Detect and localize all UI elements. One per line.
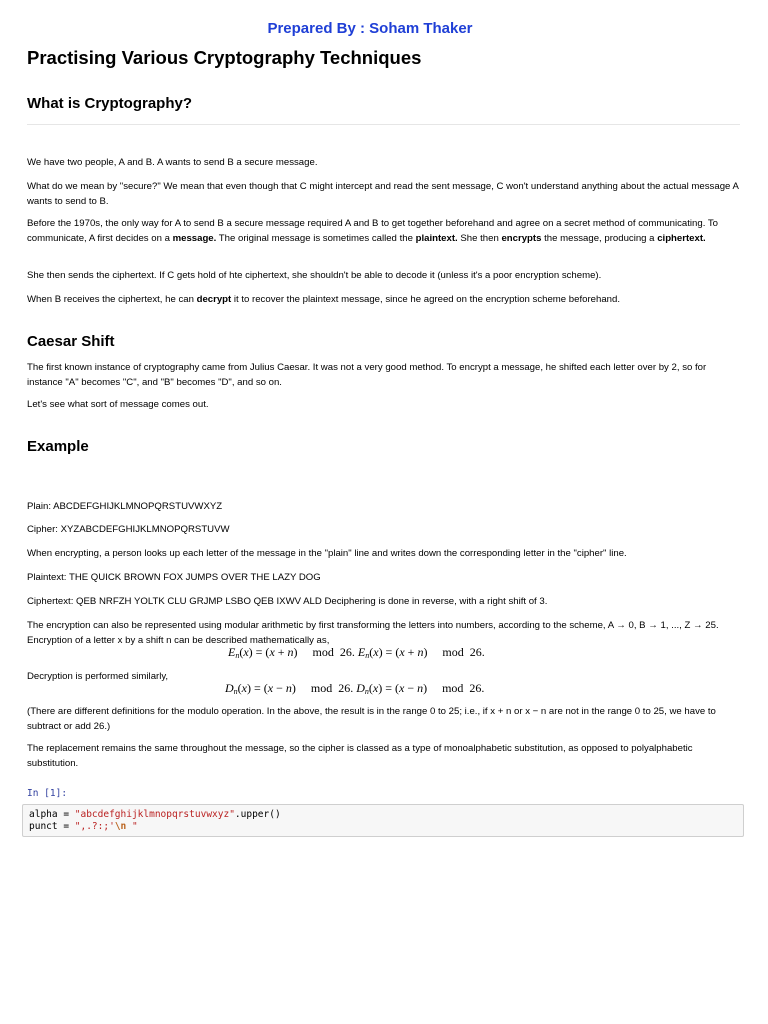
- plaintext-example: Plaintext: THE QUICK BROWN FOX JUMPS OVER THE LAZY DOG: [27, 572, 321, 583]
- paragraph: We have two people, A and B. A wants to send B a secure message.: [27, 157, 318, 168]
- heading-example: Example: [27, 438, 89, 455]
- page-title: Practising Various Cryptography Techniques: [27, 47, 422, 68]
- paragraph: The replacement remains the same throughout the message, so the cipher is classed as a type of monoalphabetic substitution, as opposed to polyalphabetic substitution.: [27, 743, 693, 769]
- paragraph: She then sends the ciphertext. If C gets hold of hte ciphertext, she shouldn't be able to decode it (unless it's a poor encryption scheme).: [27, 270, 602, 281]
- paragraph: When B receives the ciphertext, he can decrypt it to recover the plaintext message, since he agreed on the encryption scheme beforehand.: [27, 294, 621, 305]
- heading-what-is-cryptography: What is Cryptography?: [27, 95, 193, 112]
- plain-alphabet: Plain: ABCDEFGHIJKLMNOPQRSTUVWXYZ: [27, 501, 223, 512]
- encryption-formula: $E_n(x) = (x + n)$ mod 26. $E_n(x) = (x + n)$ mod 26.: [228, 645, 485, 660]
- decryption-formula: $D_n(x) = (x - n)$ mod 26. $D_n(x) = (x - n)$ mod 26.: [225, 681, 485, 696]
- code-cell[interactable]: [22, 804, 744, 837]
- paragraph: The first known instance of cryptography came from Julius Caesar. It was not a very good method. To encrypt a message, he shifted each letter over by 2, so for instance "A" becomes "C", and "B" becomes "D", and so on.: [27, 362, 707, 388]
- cell-prompt: In [1]:: [27, 788, 68, 799]
- code-content: alpha = "abcdefghijklmnopqrstuvwxyz".upper() punct = ",.?:;'\n ": [29, 809, 281, 832]
- paragraph: Let's see what sort of message comes out.: [27, 399, 209, 410]
- paragraph: Before the 1970s, the only way for A to send B a secure message required A and B to get together beforehand and agree on a secret method of communicating. To communicate, A first decides on a message. The original message is sometimes called the plaintext. She then encrypts the message, producing a ciphertext.: [27, 218, 719, 244]
- heading-caesar-shift: Caesar Shift: [27, 333, 115, 350]
- ciphertext-example: Ciphertext: QEB NRFZH YOLTK CLU GRJMP LSBO QEB IXWV ALD Deciphering is done in reverse, with a right shift of 3.: [27, 596, 548, 607]
- paragraph: The encryption can also be represented using modular arithmetic by first transforming the letters into numbers, according to the scheme, A → 0, B → 1, ..., Z → 25. Encryption of a letter x by a shift n can be described mathematically as,: [27, 620, 719, 646]
- cipher-alphabet: Cipher: XYZABCDEFGHIJKLMNOPQRSTUVW: [27, 524, 230, 535]
- divider: [27, 124, 740, 125]
- paragraph: Decryption is performed similarly,: [27, 671, 169, 682]
- prepared-by: Prepared By : Soham Thaker: [267, 20, 473, 37]
- paragraph: (There are different definitions for the modulo operation. In the above, the result is in the range 0 to 25; i.e., if x + n or x − n are not in the range 0 to 25, we have to subtract or add 26.): [27, 706, 716, 732]
- paragraph: What do we mean by "secure?" We mean that even though that C might intercept and read the sent message, C won't understand anything about the actual message A wants to send to B.: [27, 181, 739, 207]
- paragraph: When encrypting, a person looks up each letter of the message in the "plain" line and writes down the corresponding letter in the "cipher" line.: [27, 548, 627, 559]
